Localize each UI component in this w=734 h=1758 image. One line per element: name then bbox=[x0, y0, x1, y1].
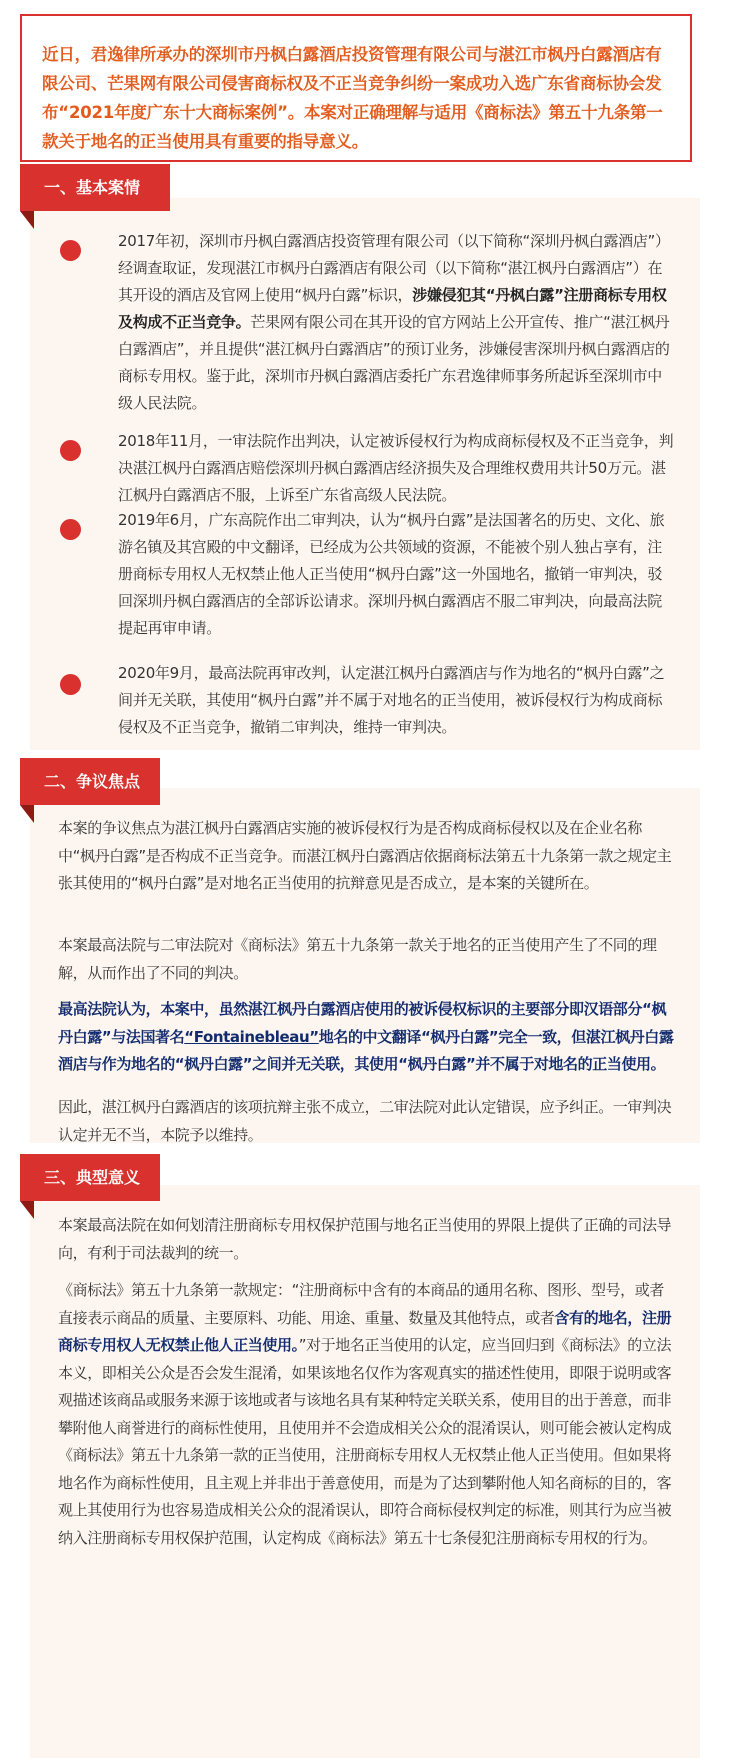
bullet-dot bbox=[60, 674, 81, 695]
intro-box bbox=[20, 14, 692, 162]
bullet-dot bbox=[60, 519, 81, 540]
case-item-4: 2020年9月，最高法院再审改判，认定湛江枫丹白露酒店与作为地名的“枫丹白露”之间并无关联，其使用“枫丹白露”并不属于对地名的正当使用，被诉侵权行为构成商标侵权及不正当竞争，撤销二审判决，维持一审判决。 bbox=[118, 664, 665, 736]
case-item-3: 2019年6月，广东高院作出二审判决，认为“枫丹白露”是法国著名的历史、文化、旅游名镇及其宫殿的中文翻译，已经成为公共领域的资源，不能被个别人独占享有，注册商标专用权人无权禁止他人正当使用“枫丹白露”这一外国地名，撤销一审判决，驳回深圳丹枫白露酒店的全部诉讼请求。深圳丹枫白露酒店不服二审判决，向最高法院提起再审申请。 bbox=[118, 511, 665, 637]
intro-text: 近日，君逸律所承办的深圳市丹枫白露酒店投资管理有限公司与湛江市枫丹白露酒店有限公司、芒果网有限公司侵害商标权及不正当竞争纠纷一案成功入选广东省商标协会发布“2021年度广东十大商标案例”。本案对正确理解与适用《商标法》第五十九条第一款关于地名的正当使用具有重要的指导意义。 bbox=[42, 45, 663, 151]
dispute-paragraph-4: 因此，湛江枫丹白露酒店的该项抗辩主张不成立，二审法院对此认定错误，应予纠正。一审判决认定并无不当，本院予以维持。 bbox=[58, 1098, 672, 1144]
dispute-paragraph-2: 本案最高法院与二审法院对《商标法》第五十九条第一款关于地名的正当使用产生了不同的理解，从而作出了不同的判决。 bbox=[58, 936, 657, 982]
case-item-1: 2017年初，深圳市丹枫白露酒店投资管理有限公司（以下简称“深圳丹枫白露酒店”）经调查取证，发现湛江市枫丹白露酒店有限公司（以下简称“湛江枫丹白露酒店”）在其开设的酒店及官网上使用“枫丹白露”标识，涉嫌侵犯其“丹枫白露”注册商标专用权及构成不正当竞争。芒果网有限公司在其开设的官方网站上公开宣传、推广“湛江枫丹白露酒店”，并且提供“湛江枫丹白露酒店”的预订业务，涉嫌侵害深圳丹枫白露酒店的商标专用权。鉴于此，深圳市丹枫白露酒店委托广东君逸律师事务所起诉至深圳市中级人民法院。 bbox=[118, 232, 670, 412]
supreme-court-holding: 最高法院认为，本案中，虽然湛江枫丹白露酒店使用的被诉侵权标识的主要部分即汉语部分“枫丹白露”与法国著名“Fontainebleau”地名的中文翻译“枫丹白露”完全一致，但湛江枫丹白露酒店与作为地名的“枫丹白露”之间并无关联，其使用“枫丹白露”并不属于对地名的正当使用。 bbox=[58, 1000, 674, 1073]
bullet-dot bbox=[60, 440, 81, 461]
dispute-paragraph-1: 本案的争议焦点为湛江枫丹白露酒店实施的被诉侵权行为是否构成商标侵权以及在企业名称中“枫丹白露”是否构成不正当竞争。而湛江枫丹白露酒店依据商标法第五十九条第一款之规定主张其使用的“枫丹白露”是对地名正当使用的抗辩意见是否成立，是本案的关键所在。 bbox=[58, 819, 672, 892]
section-3-title: 三、典型意义 bbox=[20, 1154, 160, 1201]
bullet-dot bbox=[60, 240, 81, 261]
significance-paragraph-1: 本案最高法院在如何划清注册商标专用权保护范围与地名正当使用的界限上提供了正确的司法导向，有利于司法裁判的统一。 bbox=[58, 1216, 672, 1262]
section-1-title: 一、基本案情 bbox=[20, 164, 170, 211]
significance-paragraph-2: 《商标法》第五十九条第一款规定：“注册商标中含有的本商品的通用名称、图形、型号，或者直接表示商品的质量、主要原料、功能、用途、重量、数量及其他特点，或者含有的地名，注册商标专用权人无权禁止他人正当使用。”对于地名正当使用的认定，应当回归到《商标法》的立法本义，即相关公众是否会发生混淆，如果该地名仅作为客观真实的描述性使用，即限于说明或客观描述该商品或服务来源于该地或者与该地名具有某种特定关联关系，使用目的出于善意，而非攀附他人商誉进行的商标性使用，且使用并不会造成相关公众的混淆误认，则可能会被认定构成《商标法》第五十九条第一款的正当使用，注册商标专用权人无权禁止他人正当使用。但如果将地名作为商标性使用，且主观上并非出于善意使用，而是为了达到攀附他人知名商标的目的，客观上其使用行为也容易造成相关公众的混淆误认，即符合商标侵权判定的标准，则其行为应当被纳入注册商标专用权保护范围，认定构成《商标法》第五十七条侵犯注册商标专用权的行为。 bbox=[58, 1281, 672, 1547]
section-2-title: 二、争议焦点 bbox=[20, 758, 160, 805]
case-item-2: 2018年11月，一审法院作出判决，认定被诉侵权行为构成商标侵权及不正当竞争，判决湛江枫丹白露酒店赔偿深圳丹枫白露酒店经济损失及合理维权费用共计50万元。湛江枫丹白露酒店不服，上诉至广东省高级人民法院。 bbox=[118, 432, 674, 504]
